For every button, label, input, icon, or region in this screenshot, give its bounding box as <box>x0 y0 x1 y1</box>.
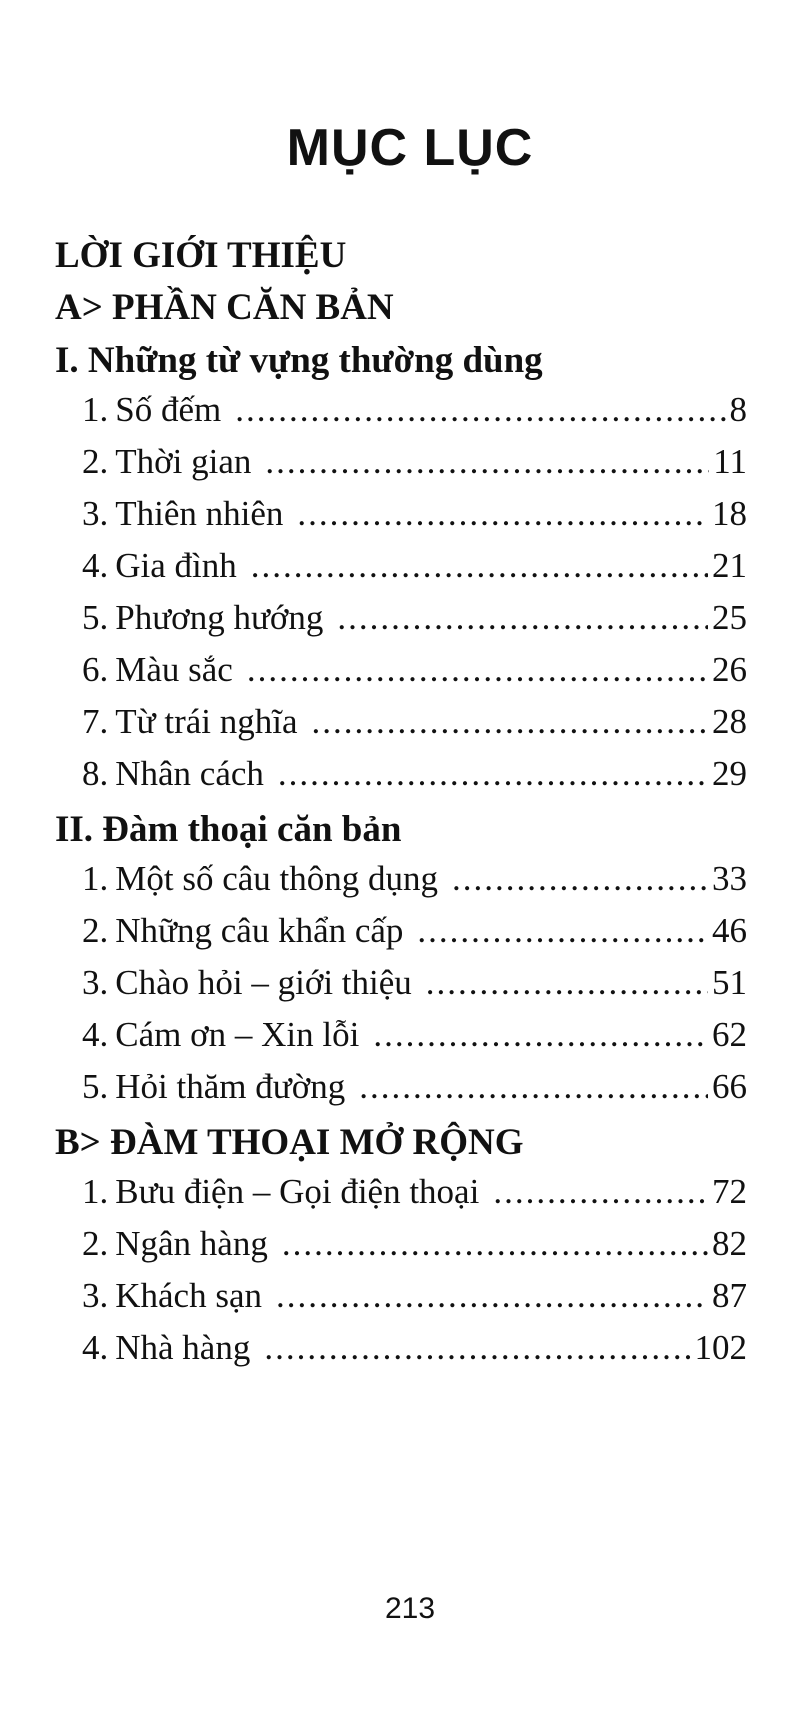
entry-page: 72 <box>712 1172 747 1211</box>
dot-leader <box>276 1276 708 1316</box>
entry-number: 1. <box>82 859 109 898</box>
part-a-heading: A> PHẦN CĂN BẢN <box>55 287 394 328</box>
dot-leader <box>297 494 708 534</box>
entry-page: 8 <box>729 390 747 429</box>
entry-number: 3. <box>82 963 109 1002</box>
entry-label: Nhà hàng <box>115 1328 251 1367</box>
entry-page: 26 <box>712 650 747 689</box>
entry-page: 51 <box>712 963 747 1002</box>
toc-entry <box>82 1328 747 1368</box>
entry-number: 3. <box>82 494 109 533</box>
toc-entry <box>82 1276 747 1316</box>
toc-entry <box>82 390 747 430</box>
entry-label: Thời gian <box>115 442 252 481</box>
page-number: 213 <box>384 1592 436 1625</box>
dot-leader <box>452 859 708 899</box>
entry-label: Ngân hàng <box>115 1224 268 1263</box>
entry-label: Chào hỏi – giới thiệu <box>115 963 412 1002</box>
entry-page: 62 <box>712 1015 747 1054</box>
toc-entry <box>82 1015 747 1055</box>
entry-number: 5. <box>82 598 109 637</box>
dot-leader <box>337 598 708 638</box>
entry-page: 33 <box>712 859 747 898</box>
entry-page: 21 <box>712 546 747 585</box>
dot-leader <box>264 1328 690 1368</box>
entry-page: 87 <box>712 1276 747 1315</box>
dot-leader <box>493 1172 708 1212</box>
entry-number: 4. <box>82 546 109 585</box>
toc-entry <box>82 598 747 638</box>
entry-number: 2. <box>82 442 109 481</box>
dot-leader <box>312 702 709 742</box>
dot-leader <box>359 1067 708 1107</box>
entry-label: Một số câu thông dụng <box>115 859 439 898</box>
part-b-heading: B> ĐÀM THOẠI MỞ RỘNG <box>55 1122 524 1163</box>
toc-entry <box>82 494 747 534</box>
section-1-heading: I. Những từ vựng thường dùng <box>55 340 543 381</box>
dot-leader <box>373 1015 708 1055</box>
toc-entry <box>82 754 747 794</box>
toc-entry <box>82 963 747 1003</box>
page-title: MỤC LỤC <box>286 119 534 177</box>
toc-entry <box>82 1067 747 1107</box>
entry-label: Từ trái nghĩa <box>115 702 298 741</box>
toc-entry <box>82 911 747 951</box>
dot-leader <box>247 650 708 690</box>
entry-label: Hỏi thăm đường <box>115 1067 346 1106</box>
entry-number: 2. <box>82 1224 109 1263</box>
dot-leader <box>251 546 708 586</box>
entry-page: 28 <box>712 702 747 741</box>
entry-label: Số đếm <box>115 390 222 429</box>
entry-label: Màu sắc <box>115 650 233 689</box>
intro-heading: LỜI GIỚI THIỆU <box>55 235 347 276</box>
section-2-heading: II. Đàm thoại căn bản <box>55 809 402 850</box>
entry-label: Phương hướng <box>115 598 324 637</box>
dot-leader <box>265 442 709 482</box>
dot-leader <box>235 390 725 430</box>
entry-number: 8. <box>82 754 109 793</box>
toc-entry <box>82 1224 747 1264</box>
entry-page: 11 <box>713 442 747 481</box>
entry-page: 18 <box>712 494 747 533</box>
dot-leader <box>426 963 708 1003</box>
toc-entry <box>82 650 747 690</box>
toc-entry <box>82 546 747 586</box>
entry-label: Nhân cách <box>115 754 264 793</box>
toc-entry <box>82 442 747 482</box>
entry-number: 3. <box>82 1276 109 1315</box>
entry-page: 29 <box>712 754 747 793</box>
entry-page: 102 <box>694 1328 747 1367</box>
entry-label: Thiên nhiên <box>115 494 284 533</box>
entry-number: 4. <box>82 1328 109 1367</box>
entry-number: 4. <box>82 1015 109 1054</box>
entry-number: 2. <box>82 911 109 950</box>
entry-number: 1. <box>82 1172 109 1211</box>
entry-label: Bưu điện – Gọi điện thoại <box>115 1172 480 1211</box>
dot-leader <box>417 911 708 951</box>
toc-entry <box>82 859 747 899</box>
entry-number: 7. <box>82 702 109 741</box>
entry-label: Cám ơn – Xin lỗi <box>115 1015 360 1054</box>
entry-page: 82 <box>712 1224 747 1263</box>
entry-page: 66 <box>712 1067 747 1106</box>
entry-number: 1. <box>82 390 109 429</box>
entry-label: Những câu khẩn cấp <box>115 911 404 950</box>
dot-leader <box>282 1224 708 1264</box>
entry-page: 25 <box>712 598 747 637</box>
toc-entry <box>82 702 747 742</box>
entry-number: 5. <box>82 1067 109 1106</box>
toc-entry <box>82 1172 747 1212</box>
entry-label: Khách sạn <box>115 1276 263 1315</box>
entry-label: Gia đình <box>115 546 237 585</box>
entry-page: 46 <box>712 911 747 950</box>
dot-leader <box>278 754 708 794</box>
entry-number: 6. <box>82 650 109 689</box>
